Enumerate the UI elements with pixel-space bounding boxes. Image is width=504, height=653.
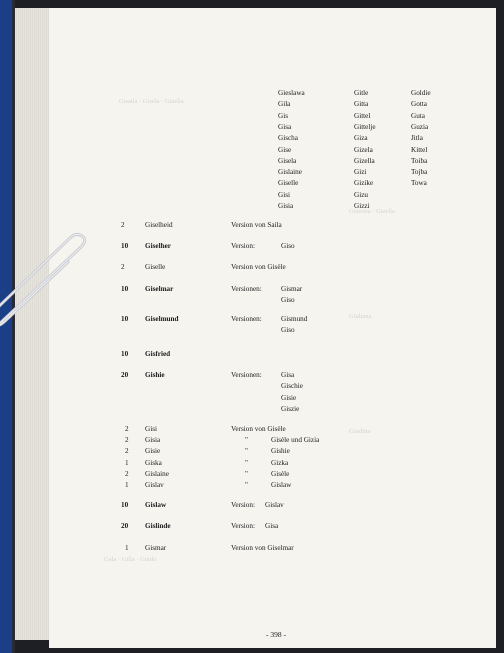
entry-count: 2 — [125, 447, 129, 456]
entry-label: Versionen: — [231, 315, 262, 323]
entry-count: 2 — [121, 221, 125, 229]
name-item: Gizike — [354, 179, 374, 188]
name-item: Gislaine — [278, 168, 302, 177]
entry-count: 10 — [121, 350, 129, 358]
name-item: Gizi — [354, 168, 367, 177]
name-item: Gila — [278, 100, 291, 109]
entry-count: 2 — [125, 436, 129, 445]
entry-label: Version: — [231, 242, 255, 250]
book-page — [49, 8, 496, 648]
entry-count: 10 — [121, 285, 129, 293]
entry-value: Giszie — [281, 404, 300, 413]
entry-value: Gismar — [281, 285, 303, 293]
name-item: Gizu — [354, 190, 368, 199]
name-item: Gizzi — [354, 202, 370, 210]
entry-label: Version von Saila — [231, 221, 282, 229]
name-item: Towa — [411, 179, 427, 188]
name-item: Gotta — [411, 100, 427, 109]
name-item: Gischa — [278, 134, 298, 143]
entry-label: Version: — [231, 501, 255, 509]
name-item: Gitta — [354, 100, 369, 109]
entry-value: Gisa — [281, 371, 295, 379]
entry-name: Giselheid — [145, 221, 173, 229]
entry-count: 1 — [125, 544, 129, 552]
entry-name: Gislinde — [145, 522, 171, 530]
name-item: Goldie — [411, 89, 431, 97]
show-through-text: Giuditta — [349, 428, 371, 435]
entry-count: 10 — [121, 242, 129, 250]
entry-value: Gismund — [281, 315, 308, 323]
entry-value: Gisa — [265, 522, 279, 530]
entry-value: Giso — [281, 296, 295, 305]
name-item: Gitle — [354, 89, 369, 97]
entry-ref: Gislaw — [271, 481, 292, 489]
name-item: Gisia — [278, 202, 294, 210]
entry-label: Versionen: — [231, 371, 262, 379]
entry-name: Gisia — [145, 436, 161, 445]
entry-name: Gislaine — [145, 469, 169, 478]
name-item: Gizela — [354, 145, 373, 154]
name-item: Guta — [411, 111, 425, 120]
ditto-mark: " — [245, 436, 248, 445]
entry-label: Version: — [231, 522, 255, 530]
ditto-mark: " — [245, 458, 248, 467]
entry-name: Giselher — [145, 242, 171, 250]
show-through-text: Gisaila · Gisela · Gizella — [119, 98, 184, 105]
entry-name: Gisfried — [145, 350, 171, 358]
entry-ref: Gisèle und Gizia — [271, 436, 320, 445]
entry-ref: Version von Gisèle — [231, 425, 286, 433]
entry-ref: Gizka — [271, 458, 289, 467]
ditto-mark: " — [245, 469, 248, 478]
entry-label: Versionen: — [231, 285, 262, 293]
entry-count: 2 — [121, 263, 125, 271]
entry-name: Giselle — [145, 263, 166, 271]
name-item: Gieslawa — [278, 89, 305, 97]
name-item: Giza — [354, 134, 368, 143]
entry-name: Gishie — [145, 371, 165, 379]
name-item: Gisela — [278, 156, 297, 165]
entry-name: Giselmund — [145, 315, 179, 323]
entry-count: 2 — [125, 469, 129, 478]
entry-count: 20 — [121, 522, 129, 530]
show-through-text: Gizerisa · Gizella — [349, 208, 395, 215]
entry-name: Gisie — [145, 447, 161, 456]
show-through-text: Giuliana — [349, 313, 372, 320]
name-item: Guzia — [411, 122, 429, 131]
name-item: Kittel — [411, 145, 428, 154]
entry-count: 20 — [121, 371, 129, 379]
entry-count: 2 — [125, 425, 129, 433]
entry-value: Gisie — [281, 393, 297, 402]
entry-value: Gislav — [265, 501, 284, 509]
name-item: Giselle — [278, 179, 299, 188]
name-item: Gisi — [278, 190, 290, 199]
name-item: Gise — [278, 145, 292, 154]
entry-count: 1 — [125, 481, 129, 489]
entry-ref: Gishie — [271, 447, 290, 456]
entry-label: Version von Gisèle — [231, 263, 286, 271]
entry-name: Giska — [145, 458, 162, 467]
name-item: Toiba — [411, 156, 428, 165]
name-item: Gittel — [354, 111, 371, 120]
name-item: Gizella — [354, 156, 375, 165]
entry-ref: Gisèle — [271, 469, 290, 478]
book-spine — [0, 0, 12, 653]
ditto-mark: " — [245, 481, 248, 489]
show-through-text: Gala · Gilla · Guido — [104, 556, 157, 563]
ditto-mark: " — [245, 447, 248, 456]
name-item: Gisa — [278, 122, 292, 131]
entry-name: Gislav — [145, 481, 164, 489]
page-number: - 398 - — [266, 630, 286, 639]
name-item: Gittelje — [354, 122, 376, 131]
entry-count: 10 — [121, 501, 129, 509]
name-item: Tojba — [411, 168, 428, 177]
entry-name: Giselmar — [145, 285, 174, 293]
name-item: Gis — [278, 111, 288, 120]
entry-count: 1 — [125, 458, 129, 467]
entry-count: 10 — [121, 315, 129, 323]
entry-name: Gisi — [145, 425, 157, 433]
entry-name: Gismar — [145, 544, 167, 552]
entry-label: Version von Giselmar — [231, 544, 294, 552]
entry-value: Gischie — [281, 382, 303, 391]
page-edges — [15, 8, 49, 640]
entry-value: Giso — [281, 326, 295, 335]
name-item: Jitla — [411, 134, 423, 143]
entry-name: Gislaw — [145, 501, 167, 509]
entry-value: Giso — [281, 242, 295, 250]
